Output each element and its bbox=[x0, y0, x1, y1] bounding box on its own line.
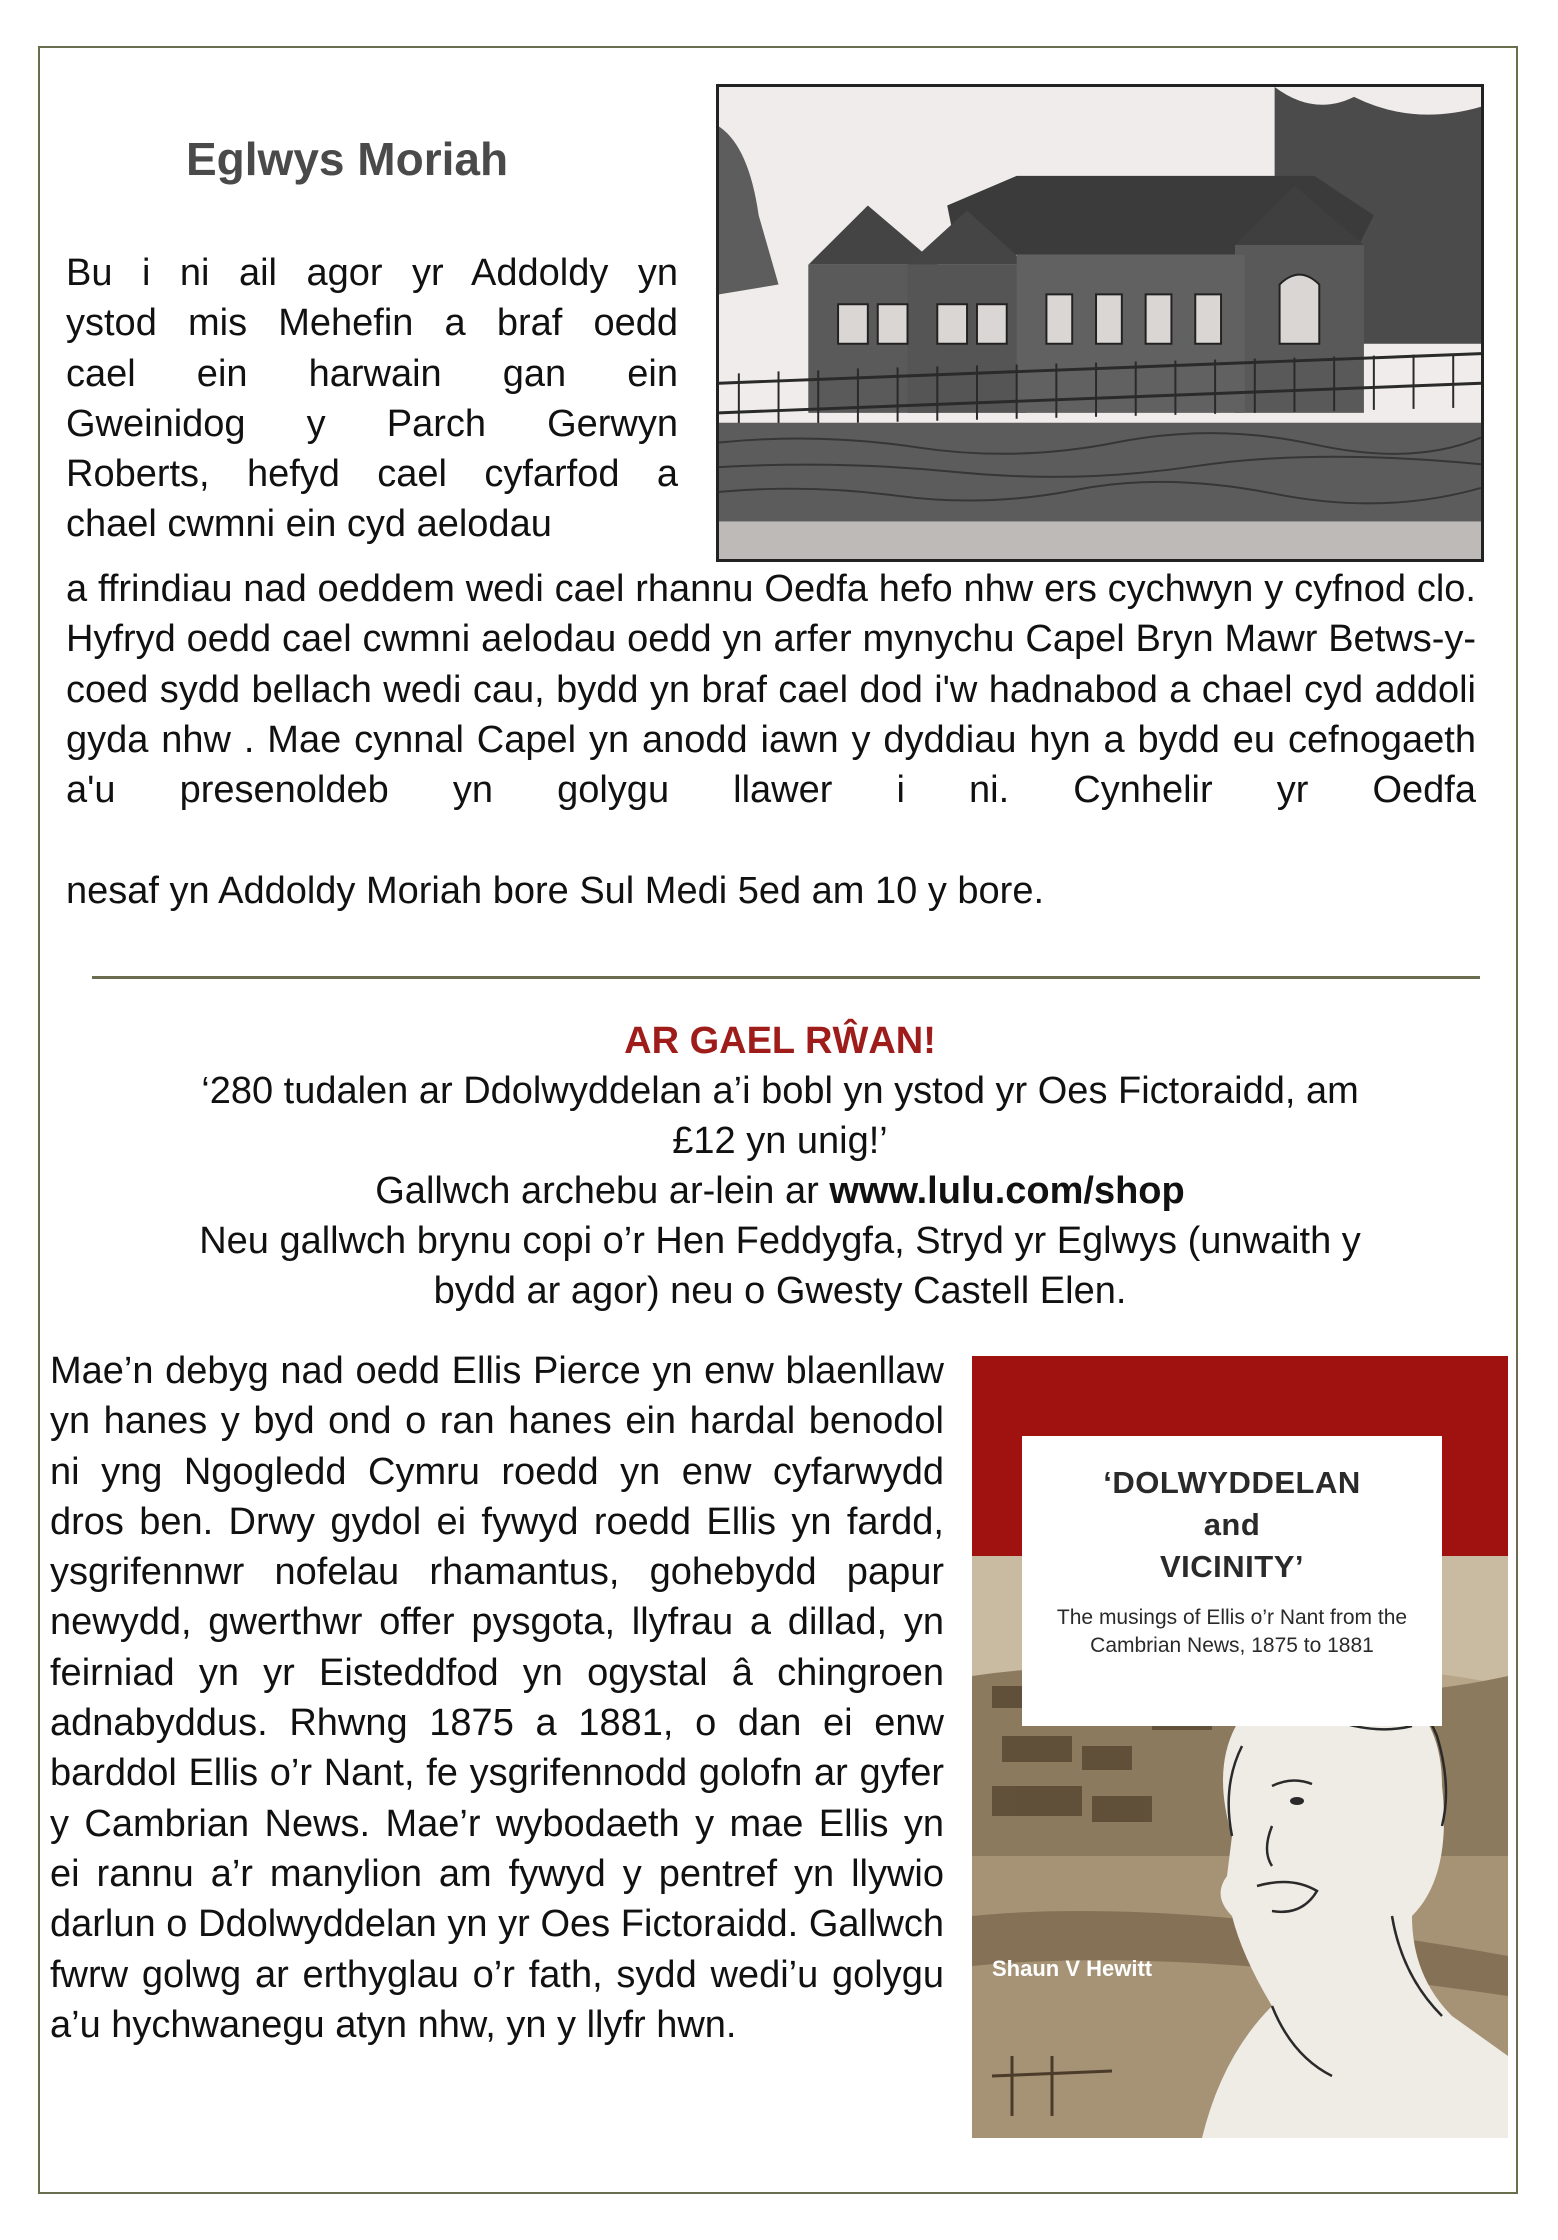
shop-link[interactable]: www.lulu.com/shop bbox=[829, 1170, 1185, 1212]
moriah-body-paragraph: a ffrindiau nad oeddem wedi cael rhannu Oedfa hefo nhw ers cychwyn y cyfnod clo. Hyfryd oedd cael cwmni aelodau oedd yn arfer mynychu Capel Bryn Mawr Betws-y-coed sydd bellach wedi cau, bydd yn braf cael dod i'w hadnabod a chael cyd addoli gyda nhw . Mae cynnal Capel yn anodd iawn y dyddiau hyn a bydd eu cefnogaeth a'u presenoldeb yn golygu llawer i ni. Cynhelir yr Oedfa bbox=[66, 568, 1476, 812]
book-title-line: ‘DOLWYDDELAN bbox=[1103, 1465, 1361, 1500]
promo-line: ‘280 tudalen ar Ddolwyddelan a’i bobl yn ystod yr Oes Fictoraidd, am bbox=[201, 1070, 1359, 1112]
book-title-panel bbox=[1022, 1436, 1442, 1726]
book-title-line: VICINITY’ bbox=[1159, 1549, 1304, 1584]
book-cover bbox=[972, 1356, 1508, 2138]
book-title bbox=[1022, 1436, 1442, 1588]
promo-title: AR GAEL RŴAN! bbox=[624, 1020, 936, 1062]
moriah-line: Roberts, hefyd cael cyfarfod a bbox=[66, 453, 678, 496]
promo-line: bydd ar agor) neu o Gwesty Castell Elen. bbox=[433, 1270, 1127, 1312]
chapel-photo bbox=[716, 84, 1484, 562]
book-author: Shaun V Hewitt bbox=[992, 1956, 1153, 1981]
ellis-pierce-paragraph: Mae’n debyg nad oedd Ellis Pierce yn enw blaenllaw yn hanes y byd ond o ran hanes ein hardal benodol ni yng Ngogledd Cymru roedd yn enw cyfarwydd dros ben. Drwy gydol ei fywyd roedd Ellis yn fardd, ysgrifennwr nofelau rhamantus, gohebydd papur newydd, gwerthwr offer pysgota, llyfrau a dillad, yn feirniad yn yr Eisteddfod yn ogystal â chingroen adnabyddus. Rhwng 1875 a 1881, o dan ei enw barddol Ellis o’r Nant, fe ysgrifennodd golofn ar gyfer y Cambrian News. Mae’r wybodaeth y mae Ellis yn ei rannu a’r manylion am fywyd y pentref yn llywio darlun o Ddolwyddelan yn yr Oes Fictoraidd. Gallwch fwrw golwg ar erthyglau o’r fath, sydd wedi’u golygu a’u hychwanegu atyn nhw, yn y llyfr hwn. bbox=[50, 1350, 944, 2046]
chapel-sketch-graphic bbox=[719, 87, 1481, 559]
moriah-intro-paragraph bbox=[66, 248, 678, 550]
moriah-closing-line: nesaf yn Addoldy Moriah bore Sul Medi 5ed am 10 y bore. bbox=[66, 870, 1045, 912]
moriah-line: Gweinidog y Parch Gerwyn bbox=[66, 402, 678, 445]
moriah-line: Bu i ni ail agor yr Addoldy yn bbox=[66, 252, 678, 294]
promo-line: Neu gallwch brynu copi o’r Hen Feddygfa, Stryd yr Eglwys (unwaith y bbox=[199, 1220, 1361, 1262]
book-title-line: and bbox=[1203, 1507, 1261, 1542]
promo-order-text: Gallwch archebu ar-lein ar bbox=[375, 1170, 830, 1212]
moriah-line: cael ein harwain gan ein bbox=[66, 352, 678, 395]
section-divider bbox=[92, 976, 1480, 979]
promo-line: £12 yn unig!’ bbox=[672, 1120, 888, 1162]
moriah-line: ystod mis Mehefin a braf oedd bbox=[66, 302, 678, 345]
book-subtitle: The musings of Ellis o’r Nant from the Cambrian News, 1875 to 1881 bbox=[1056, 1606, 1408, 1657]
section-heading-moriah: Eglwys Moriah bbox=[186, 133, 509, 185]
moriah-line: chael cwmni ein cyd aelodau bbox=[66, 503, 552, 546]
book-promo bbox=[60, 1016, 1500, 1316]
promo-order-line bbox=[60, 1166, 1500, 1216]
